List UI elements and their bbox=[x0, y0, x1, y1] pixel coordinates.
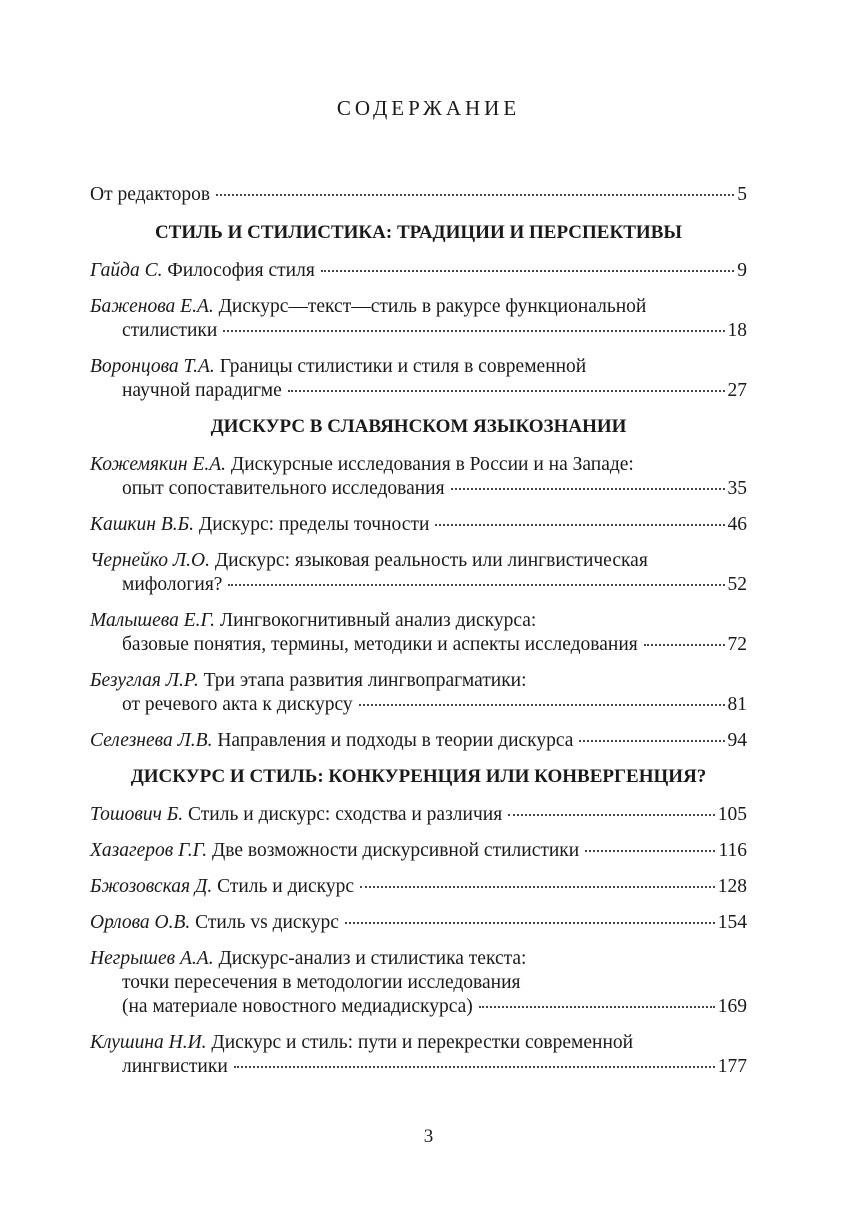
dot-leader bbox=[508, 814, 715, 816]
toc-page-number: 9 bbox=[737, 260, 747, 281]
toc-entry-title: от речевого акта к дискурсу bbox=[122, 694, 353, 715]
toc-author: Баженова Е.А. bbox=[90, 296, 214, 317]
toc-entry bbox=[90, 875, 747, 899]
toc-entry bbox=[90, 839, 747, 863]
table-of-contents bbox=[90, 183, 747, 1091]
dot-leader bbox=[360, 886, 715, 888]
toc-entry-title: Стиль vs дискурс bbox=[195, 912, 339, 933]
toc-entry bbox=[90, 669, 747, 717]
toc-entry-title: Три этапа развития лингвопрагматики: bbox=[203, 670, 527, 691]
toc-entry-title: Две возможности дискурсивной стилистики bbox=[212, 840, 580, 861]
toc-entry bbox=[90, 729, 747, 753]
toc-entry bbox=[90, 453, 747, 501]
toc-entry-title: Границы стилистики и стиля в современной bbox=[219, 356, 587, 377]
dot-leader bbox=[228, 584, 724, 586]
toc-page-number: 94 bbox=[727, 730, 747, 751]
toc-author: Кожемякин Е.А. bbox=[90, 454, 227, 475]
dot-leader bbox=[585, 850, 715, 852]
toc-page-number: 18 bbox=[727, 320, 747, 341]
section-heading: СТИЛЬ И СТИЛИСТИКА: ТРАДИЦИИ И ПЕРСПЕКТИВЫ bbox=[154, 222, 683, 243]
toc-page-number: 52 bbox=[727, 574, 747, 595]
toc-page-number: 116 bbox=[718, 840, 747, 861]
toc-author: Клушина Н.И. bbox=[90, 1032, 207, 1053]
dot-leader bbox=[345, 922, 715, 924]
toc-entry bbox=[90, 355, 747, 403]
toc-author: Негрышев А.А. bbox=[90, 948, 214, 969]
toc-author: Хазагеров Г.Г. bbox=[90, 840, 208, 861]
toc-entry-title: Дискурс-анализ и стилистика текста: bbox=[218, 948, 527, 969]
toc-entry bbox=[90, 947, 747, 1019]
dot-leader bbox=[644, 644, 725, 646]
toc-author: Селезнева Л.В. bbox=[90, 730, 213, 751]
dot-leader bbox=[234, 1066, 715, 1068]
toc-author: Бжозовская Д. bbox=[90, 876, 213, 897]
dot-leader bbox=[216, 194, 734, 196]
toc-entry-title: (на материале новостного медиадискурса) bbox=[122, 996, 473, 1017]
dot-leader bbox=[321, 270, 734, 272]
dot-leader bbox=[579, 740, 724, 742]
toc-page-number: 35 bbox=[727, 478, 747, 499]
toc-page-number: 46 bbox=[727, 514, 747, 535]
toc-entry-title: Дискурс и стиль: пути и перекрестки современной bbox=[211, 1032, 634, 1053]
page-number: 3 bbox=[423, 1126, 434, 1147]
toc-entry-intro bbox=[90, 183, 747, 207]
toc-page-number: 105 bbox=[717, 804, 747, 825]
toc-author: Тошович Б. bbox=[90, 804, 184, 825]
toc-page-number: 72 bbox=[727, 634, 747, 655]
toc-entry-title: мифология? bbox=[122, 574, 223, 595]
toc-entry bbox=[90, 803, 747, 827]
toc-entry-title: Дискурсные исследования в России и на Западе: bbox=[230, 454, 634, 475]
dot-leader bbox=[451, 488, 725, 490]
toc-author: Орлова О.В. bbox=[90, 912, 191, 933]
toc-author: Воронцова Т.А. bbox=[90, 356, 215, 377]
toc-entry-title: базовые понятия, термины, методики и аспекты исследования bbox=[122, 634, 638, 655]
toc-page-number: 177 bbox=[717, 1056, 747, 1077]
dot-leader bbox=[223, 330, 724, 332]
dot-leader bbox=[435, 524, 724, 526]
toc-page-number: 154 bbox=[717, 912, 747, 933]
toc-entry-title: Дискурс: языковая реальность или лингвистическая bbox=[214, 550, 648, 571]
page-title: СОДЕРЖАНИЕ bbox=[336, 96, 521, 120]
toc-entry-title: Лингвокогнитивный анализ дискурса: bbox=[219, 610, 537, 631]
toc-entry-title: опыт сопоставительного исследования bbox=[122, 478, 445, 499]
toc-page-number: 169 bbox=[717, 996, 747, 1017]
toc-page-number: 128 bbox=[717, 876, 747, 897]
toc-entry bbox=[90, 549, 747, 597]
toc-entry bbox=[90, 1031, 747, 1079]
toc-author: Чернейко Л.О. bbox=[90, 550, 210, 571]
toc-entry-title: Стиль и дискурс bbox=[217, 876, 354, 897]
dot-leader bbox=[288, 390, 725, 392]
toc-author: Гайда С. bbox=[90, 260, 163, 281]
toc-entry-title: научной парадигме bbox=[122, 380, 282, 401]
toc-entry-title: точки пересечения в методологии исследования bbox=[122, 972, 521, 993]
toc-page-number: 81 bbox=[727, 694, 747, 715]
toc-entry bbox=[90, 911, 747, 935]
toc-author: Безуглая Л.Р. bbox=[90, 670, 199, 691]
toc-entry-title: лингвистики bbox=[122, 1056, 228, 1077]
toc-entry-title: Стиль и дискурс: сходства и различия bbox=[188, 804, 503, 825]
toc-entry-title: стилистики bbox=[122, 320, 218, 341]
toc-author: Малышева Е.Г. bbox=[90, 610, 216, 631]
toc-entry bbox=[90, 609, 747, 657]
toc-page-number: 27 bbox=[727, 380, 747, 401]
toc-entry bbox=[90, 513, 747, 537]
toc-entry-title: Философия стиля bbox=[167, 260, 315, 281]
section-heading: ДИСКУРС В СЛАВЯНСКОМ ЯЗЫКОЗНАНИИ bbox=[210, 416, 627, 437]
toc-author: Кашкин В.Б. bbox=[90, 514, 195, 535]
toc-entry-title: Дискурс—текст—стиль в ракурсе функциональной bbox=[218, 296, 647, 317]
dot-leader bbox=[479, 1006, 715, 1008]
toc-entry-title: Дискурс: пределы точности bbox=[198, 514, 430, 535]
section-heading: ДИСКУРС И СТИЛЬ: КОНКУРЕНЦИЯ ИЛИ КОНВЕРГЕНЦИЯ? bbox=[130, 766, 707, 787]
toc-entry bbox=[90, 259, 747, 283]
toc-entry-title: Направления и подходы в теории дискурса bbox=[217, 730, 574, 751]
dot-leader bbox=[359, 704, 725, 706]
toc-entry bbox=[90, 295, 747, 343]
toc-entry-title: От редакторов bbox=[90, 184, 211, 205]
toc-page-number: 5 bbox=[737, 184, 747, 205]
